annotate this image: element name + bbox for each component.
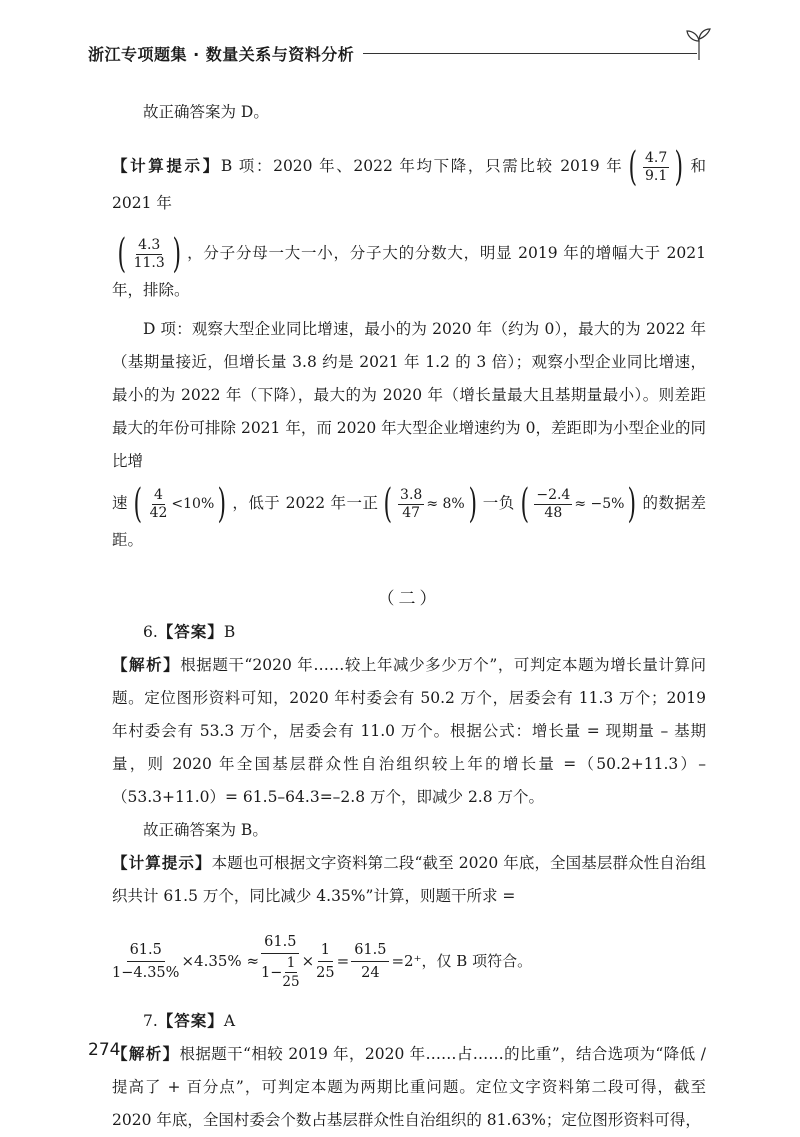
speed-mid2: 一负 bbox=[482, 494, 515, 512]
q6-answer bbox=[112, 616, 706, 649]
fraction-denominator: 47 bbox=[402, 504, 421, 521]
fraction-denominator: 1−4.35% bbox=[112, 964, 180, 981]
q7-analysis bbox=[112, 1038, 706, 1137]
fraction-numerator: 1 bbox=[286, 955, 296, 971]
fraction-denominator: 11.3 bbox=[133, 254, 165, 271]
q6-analysis-label: 【解析】 bbox=[112, 656, 181, 674]
q6-calc-hint bbox=[112, 847, 706, 913]
page-header bbox=[0, 0, 800, 70]
speed-comparison-line bbox=[112, 481, 706, 557]
fraction-numerator: 4.3 bbox=[138, 236, 161, 253]
hint-b-text-3: ，分子分母一大一小，分子大的分数大，明显 2019 年的增幅大于 2021 年，排除。 bbox=[112, 244, 706, 299]
denominator-prefix: 1− bbox=[261, 964, 283, 981]
calc-hint-b bbox=[112, 144, 706, 220]
q6-answer-label: 【答案】 bbox=[157, 623, 224, 641]
q7-answer-value: A bbox=[223, 1012, 236, 1030]
q7-number: 7. bbox=[143, 1012, 158, 1030]
formula-fraction-4 bbox=[351, 939, 389, 984]
inner-fraction bbox=[282, 954, 299, 991]
formula-result: =2⁺，仅 B 项符合。 bbox=[391, 951, 533, 970]
answer-line-d: 故正确答案为 D。 bbox=[143, 103, 269, 121]
q6-number: 6. bbox=[143, 623, 158, 641]
fraction-numerator: −2.4 bbox=[536, 486, 571, 503]
page-number: 274 bbox=[88, 1040, 121, 1060]
sprout-icon bbox=[684, 27, 714, 61]
fraction-numerator: 4 bbox=[154, 486, 163, 503]
fraction-2021: ( $\frac{4.3}{11.3}$ ) bbox=[117, 231, 181, 277]
q7-answer-label: 【答案】 bbox=[157, 1012, 224, 1030]
speed-end: 的数据差距。 bbox=[112, 494, 706, 549]
fraction-3-8-47: ( $\frac{3.8}{47}$ ≈ 8% ) bbox=[383, 481, 477, 527]
header-rule bbox=[363, 53, 697, 54]
calc-hint-b-cont bbox=[112, 231, 706, 307]
formula-op: ×4.35% ≈ bbox=[181, 951, 260, 970]
fraction-suffix: <10% bbox=[171, 495, 215, 512]
q6-answer-value: B bbox=[223, 623, 236, 641]
fraction-denominator: 24 bbox=[361, 964, 380, 981]
q6-analysis bbox=[112, 649, 706, 814]
page-content bbox=[112, 96, 706, 1137]
speed-prefix: 速 bbox=[112, 494, 128, 512]
formula-fraction-2 bbox=[261, 931, 300, 991]
fraction-denominator: 25 bbox=[316, 964, 335, 981]
q6-formula bbox=[112, 921, 706, 1001]
fraction-numerator: 61.5 bbox=[127, 939, 165, 962]
q6-answer-line: 故正确答案为 B。 bbox=[143, 821, 268, 839]
fraction-denominator: 9.1 bbox=[644, 167, 668, 184]
fraction-numerator: 3.8 bbox=[400, 486, 423, 503]
q6-hint-text: 本题也可根据文字资料第二段“截至 2020 年底，全国基层群众性自治组织共计 61.5 万个，同比减少 4.35%”计算，则题干所求 = bbox=[112, 854, 706, 905]
fraction-suffix: ≈ −5% bbox=[574, 495, 625, 512]
hint-b-text-1: B 项：2020 年、2022 年均下降，只需比较 2019 年 bbox=[220, 157, 624, 175]
q7-analysis-label: 【解析】 bbox=[112, 1045, 180, 1063]
formula-fraction-3 bbox=[316, 939, 334, 984]
hint-b-text-2: 和 2021 年 bbox=[112, 157, 706, 212]
header-title: 浙江专项题集 · 数量关系与资料分析 bbox=[88, 45, 355, 64]
fraction-numerator: 4.7 bbox=[644, 149, 668, 166]
q7-analysis-text: 根据题干“相较 2019 年，2020 年……占……的比重”，结合选项为“降低 / 提高了 + 百分点”，可判定本题为两期比重问题。定位文字资料第二段可得，截至 2020 年底，全国村委会个数占基层群众性自治组织的 81.63%；定位图形资料可得， bbox=[112, 1045, 706, 1129]
formula-fraction-1 bbox=[112, 939, 179, 984]
fraction-4-42: ( $\frac{4}{42}$ <10% ) bbox=[133, 481, 227, 527]
q6-analysis-text: 根据题干“2020 年……较上年减少多少万个”，可判定本题为增长量计算问题。定位图形资料可知，2020 年村委会有 50.2 万个，居委会有 11.3 万个；2019 年村委会有 53.3 万个，居委会有 11.0 万个。根据公式：增长量 = 现期量 – 基期量，则 2020 年全国基层群众性自治组织较上年的增长量 =（50.2+11.3）–（53.3+11.0）= 61.5–64.3=–2.8 万个，即减少 2.8 万个。 bbox=[112, 656, 706, 806]
fraction-denominator: 42 bbox=[149, 504, 168, 521]
fraction-denominator: 25 bbox=[282, 974, 300, 990]
fraction-2019: ( $\frac{4.7}{9.1}$ ) bbox=[628, 144, 684, 190]
calc-hint-label: 【计算提示】 bbox=[112, 157, 221, 175]
fraction-numerator: 1 bbox=[318, 939, 333, 962]
calc-hint-d: D 项：观察大型企业同比增速，最小的为 2020 年（约为 0），最大的为 2022 年（基期量接近，但增长量 3.8 约是 2021 年 1.2 的 3 倍）；观察小型企业同比增速，最小的为 2022 年（下降），最大的为 2020 年（增长量最大且基期量最小）。则差距最大的年份可排除 2021 年，而 2020 年大型企业增速约为 0，差距即为小型企业的同比增 bbox=[112, 320, 706, 470]
fraction-neg-2-4-48: ( $\frac{-2.4}{48}$ ≈ −5% ) bbox=[520, 481, 637, 527]
formula-op: = bbox=[336, 951, 350, 970]
fraction-denominator bbox=[261, 954, 300, 991]
fraction-numerator: 61.5 bbox=[351, 939, 389, 962]
section-title: （二） bbox=[377, 589, 441, 609]
fraction-suffix: ≈ 8% bbox=[426, 495, 465, 512]
fraction-denominator: 48 bbox=[544, 504, 563, 521]
q6-hint-label: 【计算提示】 bbox=[112, 854, 212, 872]
q7-answer bbox=[112, 1005, 706, 1038]
speed-mid: ，低于 2022 年一正 bbox=[231, 494, 379, 512]
formula-op: × bbox=[301, 951, 315, 970]
fraction-numerator: 61.5 bbox=[261, 931, 299, 954]
